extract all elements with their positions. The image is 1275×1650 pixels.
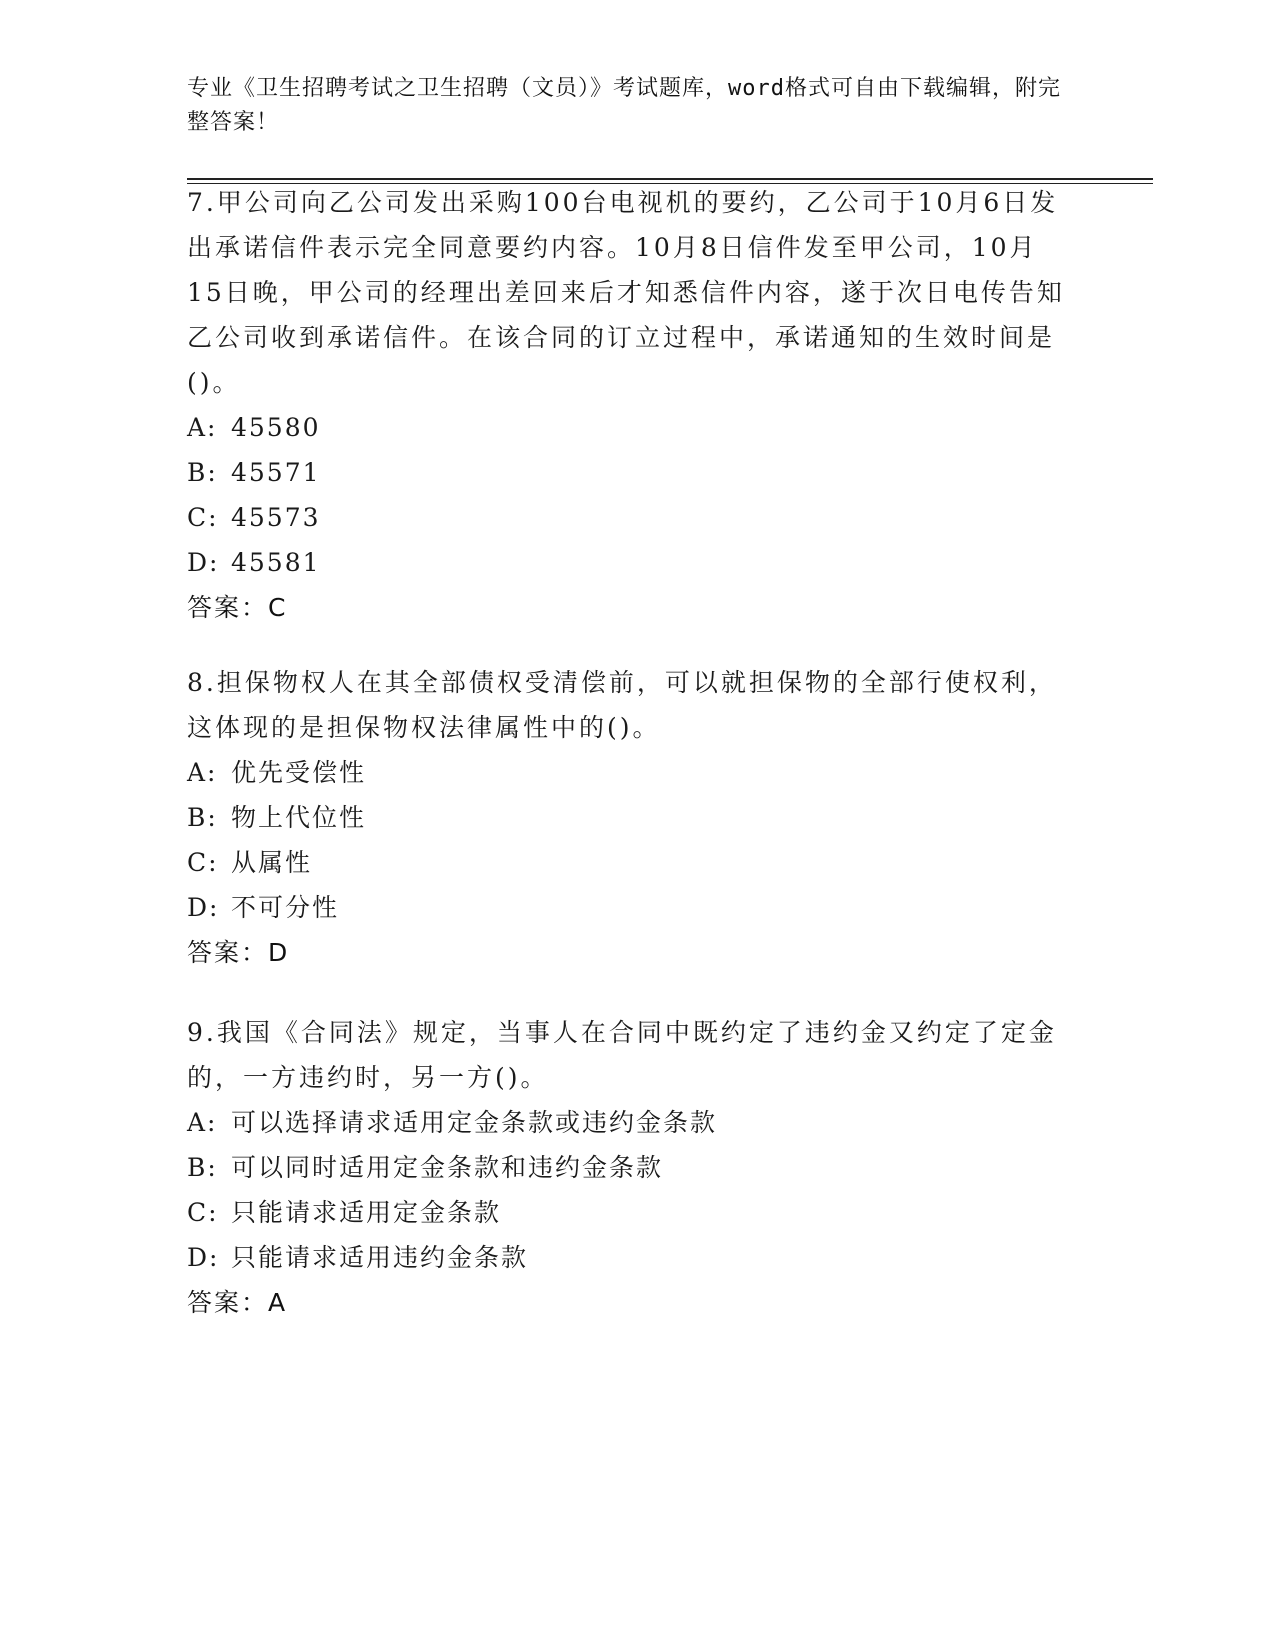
option-b [187,450,1067,495]
option-a [187,750,1067,795]
option-key: D: [187,1243,220,1272]
option-text: 物上代位性 [231,803,367,832]
question-9 [187,1010,1067,1325]
question-stem: 7.甲公司向乙公司发出采购100台电视机的要约，乙公司于10月6日发出承诺信件表示完全同意要约内容。10月8日信件发至甲公司，10月15日晚，甲公司的经理出差回来后才知悉信件内容，遂于次日电传告知乙公司收到承诺信件。在该合同的订立过程中，承诺通知的生效时间是()。 [187,188,1065,397]
option-text: 45580 [231,413,321,442]
answer-label: 答案：D [187,938,290,967]
question-8 [187,660,1067,975]
option-text: 从属性 [231,848,313,877]
option-key: B: [187,1153,218,1182]
option-key: A: [187,413,218,442]
option-a [187,405,1067,450]
option-d [187,1235,1067,1280]
option-text: 只能请求适用定金条款 [231,1198,502,1227]
option-c [187,495,1067,540]
option-key: B: [187,803,218,832]
option-text: 只能请求适用违约金条款 [231,1243,529,1272]
option-key: D: [187,548,220,577]
option-key: D: [187,893,220,922]
option-text: 可以同时适用定金条款和违约金条款 [231,1153,664,1182]
option-text: 可以选择请求适用定金条款或违约金条款 [231,1108,718,1137]
option-text: 不可分性 [231,893,340,922]
option-text: 45573 [231,503,321,532]
option-key: C: [187,1198,219,1227]
answer-label: 答案：A [187,1288,288,1317]
option-c [187,840,1067,885]
option-text: 优先受偿性 [231,758,367,787]
option-key: A: [187,758,218,787]
question-stem: 8.担保物权人在其全部债权受清偿前，可以就担保物的全部行使权利，这体现的是担保物权法律属性中的()。 [187,668,1057,742]
question-7 [187,180,1067,630]
option-text: 45581 [231,548,321,577]
option-text: 45571 [231,458,321,487]
option-key: C: [187,848,219,877]
option-key: C: [187,503,219,532]
option-c [187,1190,1067,1235]
option-a [187,1100,1067,1145]
option-d [187,540,1067,585]
option-b [187,795,1067,840]
document-header: 专业《卫生招聘考试之卫生招聘（文员）》考试题库，word格式可自由下载编辑，附完整答案！ [187,76,1061,135]
option-key: A: [187,1108,218,1137]
question-stem: 9.我国《合同法》规定，当事人在合同中既约定了违约金又约定了定金的，一方违约时，另一方()。 [187,1018,1057,1092]
option-d [187,885,1067,930]
option-b [187,1145,1067,1190]
option-key: B: [187,458,218,487]
answer-label: 答案：C [187,593,288,622]
